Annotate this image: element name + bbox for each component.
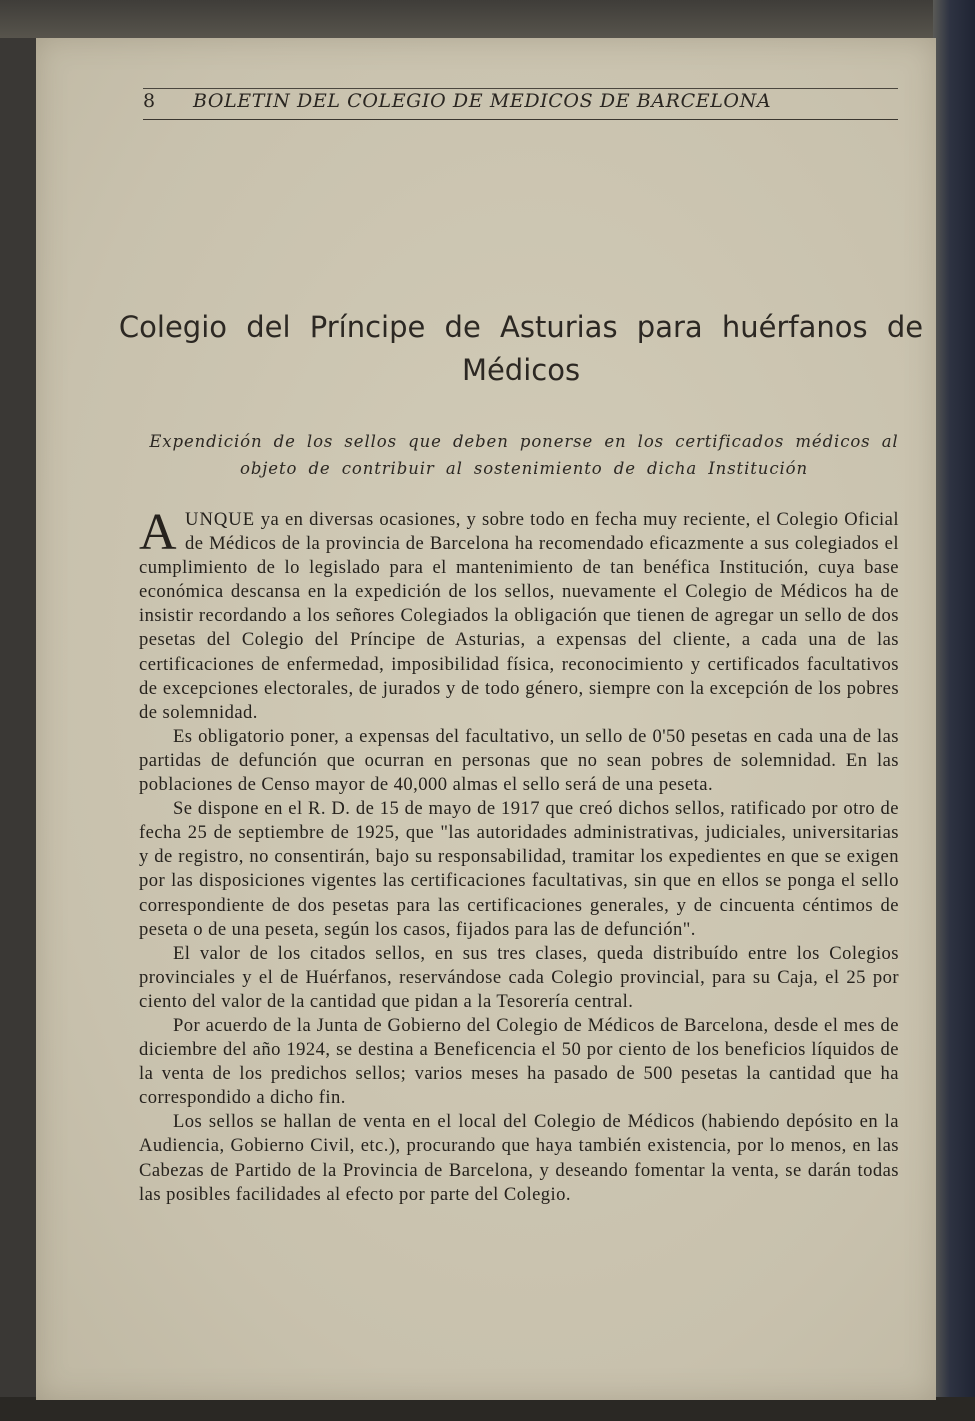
header-rule-top [143,88,898,89]
drop-cap: A [139,504,178,561]
paragraph-2: Es obligatorio poner, a expensas del facultativo, un sello de 0'50 pesetas en cada una de las partidas de defunción que ocurran en personas que no sean pobres de solemnidad. En las poblaciones de Censo mayor de 40,000 almas el sello será de una peseta. [139,725,899,796]
paragraph-4: El valor de los citados sellos, en sus tres clases, queda distribuído entre los Colegios provinciales y el de Huérfanos, reservándose cada Colegio provincial, para su Caja, el 25 por ciento del valor de la cantidad que pidan a la Tesorería central. [139,942,899,1012]
running-header [143,90,898,116]
page-number: 8 [143,90,156,112]
header-rule-bottom [143,119,898,120]
paragraph-6: Los sellos se hallan de venta en el local del Colegio de Médicos (habiendo depósito en la Audiencia, Gobierno Civil, etc.), procurando que haya también existencia, por lo menos, en las Cabezas de Partido de la Provincia de Barcelona, y deseando fomentar la venta, se darán todas las posibles facilidades al efecto por parte del Colegio. [139,1111,899,1205]
document-page [36,38,936,1400]
paragraph-3: Se dispone en el R. D. de 15 de mayo de 1917 que creó dichos sellos, ratificado por otro de fecha 25 de septiembre de 1925, que "las autoridades administrativas, judiciales, universitarias y de registro, no consentirán, bajo su responsabilidad, tramitar los expedientes en que se exigen por las disposiciones vigentes las certificaciones facultativas, sin que en ellos se ponga el sello correspondiente de dos pesetas para las certificaciones generales, y de cincuenta céntimos de peseta o de una peseta, según los casos, fijados para las de defunción". [139,798,899,940]
first-word-rest: UNQUE [185,509,256,530]
paragraph-1-text: ya en diversas ocasiones, y sobre todo en fecha muy reciente, el Colegio Oficial de Médicos de la provincia de Barcelona ha recomendado eficazmente a sus colegiados el cumplimiento de lo legislado para el mantenimiento de tan benéfica Institución, cuya base económica descansa en la expedición de los sellos, nuevamente el Colegio de Médicos ha de insistir recordando a los señores Colegiados la obligación que tienen de agregar un sello de dos pesetas del Colegio del Príncipe de Asturias, a expensas del cliente, a cada una de las certificaciones de enfermedad, imposibilidad física, reconocimiento y certificados facultativos de excepciones electorales, de jurados y de todo género, siempre con la excepción de los pobres de solemnidad. [139,509,899,723]
paragraph-1 [139,504,899,725]
article-subtitle: Expendición de los sellos que deben ponerse en los certificados médicos al objeto de contribuir al sostenimiento de dicha Institución [149,432,899,478]
paragraph-5: Por acuerdo de la Junta de Gobierno del Colegio de Médicos de Barcelona, desde el mes de diciembre del año 1924, se destina a Beneficencia el 50 por ciento de los beneficios líquidos de la venta de los predichos sellos; varios meses ha pasado de 500 pesetas la cantidad que ha correspondido a dicho fin. [139,1014,899,1109]
scan-top-border [0,0,975,38]
running-title: BOLETIN DEL COLEGIO DE MEDICOS DE BARCELONA [193,90,772,112]
scan-bottom-border [0,1397,975,1421]
article-body [139,504,899,1207]
article-title: Colegio del Príncipe de Asturias para huérfanos de Médicos [118,310,924,387]
book-binding-edge [933,0,975,1421]
